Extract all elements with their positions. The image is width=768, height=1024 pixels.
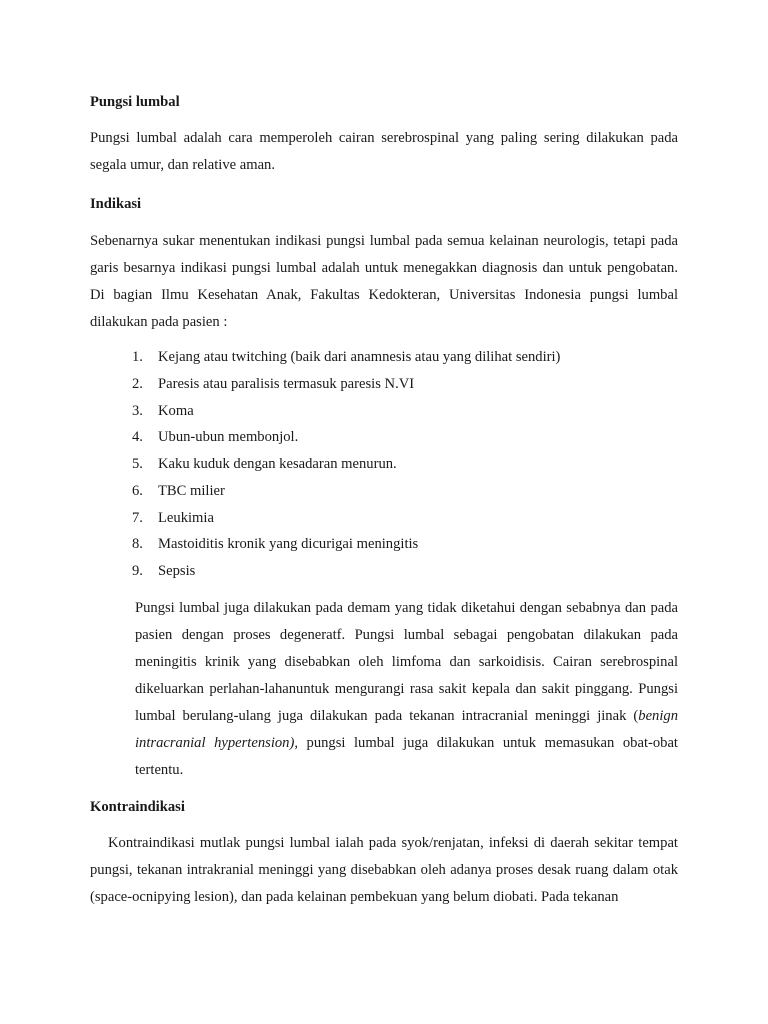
list-item: 3. Koma	[132, 402, 194, 419]
list-item: 2. Paresis atau paralisis termasuk paresis N.VI	[132, 375, 415, 392]
list-item: 1. Kejang atau twitching (baik dari anamnesis atau yang dilihat sendiri)	[132, 349, 561, 365]
additional-indications-paragraph: Pungsi lumbal juga dilakukan pada demam yang tidak diketahui dengan sebabnya dan pada pasien dengan proses degeneratf. Pungsi lumbal sebagai pengobatan dilakukan pada meningitis krinik yang disebabkan oleh limfoma dan sarkoidisis. Cairan serebrospinal dikeluarkan perlahan-lahanuntuk mengurangi rasa sakit kepala dan sakit pinggang. Pungsi lumbal berulang-ulang juga dilakukan pada tekanan intracranial meninggi jinak (benign intracranial hypertension), pungsi lumbal juga dilakukan untuk memasukan obat-obat tertentu.	[135, 600, 678, 778]
list-item: 8. Mastoiditis kronik yang dicurigai meningitis	[132, 536, 419, 553]
indikasi-list	[132, 347, 678, 588]
intro-paragraph: Pungsi lumbal adalah cara memperoleh cairan serebrospinal yang paling sering dilakukan pada segala umur, dan relative aman.	[90, 130, 678, 173]
list-item: 6. TBC milier	[132, 482, 225, 499]
list-item: 7. Leukimia	[132, 509, 214, 526]
kontraindikasi-paragraph: Kontraindikasi mutlak pungsi lumbal ialah pada syok/renjatan, infeksi di daerah sekitar tempat pungsi, tekanan intrakranial meninggi yang disebabkan oleh adanya proses desak ruang dalam otak (space-ocnipying lesion), dan pada kelainan pembekuan yang belum diobati. Pada tekanan	[90, 835, 678, 905]
section-heading-indikasi: Indikasi	[90, 196, 142, 212]
italic-term: benign intracranial hypertension),	[135, 708, 678, 751]
list-item: 9. Sepsis	[132, 563, 196, 579]
section-heading-kontraindikasi: Kontraindikasi	[90, 799, 185, 815]
list-item: 5. Kaku kuduk dengan kesadaran menurun.	[132, 456, 397, 472]
list-item: 4. Ubun-ubun membonjol.	[132, 429, 299, 446]
indikasi-paragraph: Sebenarnya sukar menentukan indikasi pungsi lumbal pada semua kelainan neurologis, tetapi pada garis besarnya indikasi pungsi lumbal adalah untuk menegakkan diagnosis dan untuk pengobatan. Di bagian Ilmu Kesehatan Anak, Fakultas Kedokteran, Universitas Indonesia pungsi lumbal dilakukan pada pasien :	[90, 233, 678, 330]
section-heading-pungsi-lumbal: Pungsi lumbal	[90, 94, 180, 110]
